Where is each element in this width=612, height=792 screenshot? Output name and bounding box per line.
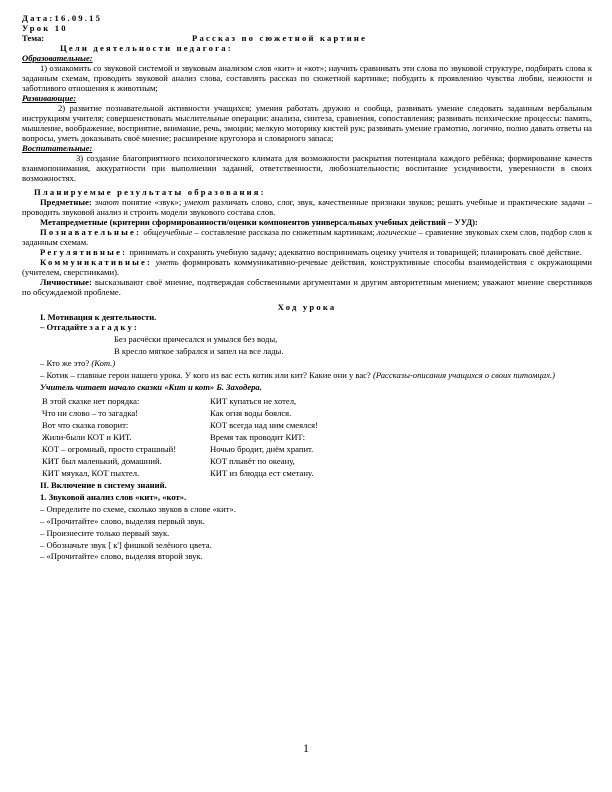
task-first-sound: – «Прочитайте» слово, выделяя первый звук.: [40, 515, 205, 526]
poem-line: Как огня воды боялся.: [210, 407, 292, 418]
section-motivation: I. Мотивация к деятельности.: [40, 312, 157, 323]
teacher-reads-note: Учитель читает начало сказки «Кит и кот» Б. Заходера.: [40, 381, 262, 392]
communicative-label: Коммуникативные:: [40, 257, 153, 268]
dev-goals-label: Развивающие:: [22, 92, 77, 103]
lesson-date: Дата:16.09.15: [22, 13, 103, 23]
poem-line: КОТ плывёт по океану,: [210, 455, 295, 466]
upbringing-goals-label: Воспитательные:: [22, 142, 93, 153]
poem-line: Ночью бродит, днём храпит.: [210, 443, 314, 454]
poem-line: КОТ – огромный, просто страшный!: [42, 443, 177, 454]
lesson-number: Урок 10: [22, 22, 68, 33]
poem-line: Что ни слово – то загадка!: [42, 407, 139, 418]
riddle-intro: – Отгадайте з а г а д к у :: [40, 322, 137, 333]
topic-title: Рассказ по сюжетной картине: [192, 32, 368, 43]
meta-results-label: Метапредметные (критерии сформированности/оценки компонентов универсальных учебных действий – УУД):: [40, 217, 478, 228]
riddle-line-2: В кресло мягкое забрался и запел на все лады.: [114, 346, 284, 356]
goals-heading: Цели деятельности педагога:: [60, 42, 233, 53]
poem-line: Время так проводит КИТ:: [210, 431, 306, 442]
question-pets: – Котик – главные герои нашего урока. У кого из вас есть котик или кит? Какие они у вас? (Рассказы-описания учащихся о своих питомцах.): [40, 369, 556, 380]
personal-results: Личностные: высказывают своё мнение, подтверждая собственными аргументами и другим авторитетным мнением; уважают мнение сверстников по обсуждаемой проблеме.: [22, 277, 593, 298]
cognitive-results: Познавательные: общеучебные – составление рассказа по сюжетным картинкам; логические – сравнение звуковых схем слов, подбор слов к заданным схемам.: [22, 227, 593, 248]
cognitive-label: Познавательные:: [40, 227, 142, 238]
poem-table: [42, 395, 592, 479]
poem-line: В этой сказке нет порядка:: [42, 395, 140, 406]
communicative-results: Коммуникативные: уметь формировать коммуникативно-речевые действия, конструктивные способы взаимодействия с окружающими (учителем, сверстниками).: [22, 257, 592, 278]
task-sound-analysis: 1. Звуковой анализ слов «кит», «кот».: [40, 491, 187, 502]
personal-label: Личностные:: [40, 277, 92, 288]
poem-line: Жили-были КОТ и КИТ.: [42, 431, 132, 442]
poem-line: Вот что сказка говорит:: [42, 419, 129, 430]
question-who: – Кто же это? (Кот.): [40, 357, 116, 368]
subject-results: Предметные: знают понятие «звук»; умеют различать слово, слог, звук, качественные признаки звуков; решать учебные и практические задачи – проводить звуковой анализ и строить модели звукового состава слов.: [22, 197, 592, 218]
subject-label: Предметные:: [40, 197, 92, 208]
task-count-sounds: – Определите по схеме, сколько звуков в слове «кит».: [40, 503, 236, 514]
regulative-results: Регулятивные: принимать и сохранять учебную задачу; адекватно воспринимать оценку учителя и товарищей; планировать своё действие.: [40, 247, 582, 258]
topic-label: Тема:: [22, 32, 45, 43]
document-page: [22, 14, 592, 562]
riddle-line-1: Без расчёски причесался и умылся без воды,: [114, 334, 278, 345]
task-pronounce-first: – Произнесите только первый звук.: [40, 527, 170, 538]
poem-line: КОТ всегда над ним смеялся!: [210, 419, 318, 430]
poem-line: КИТ мяукал, КОТ пыхтел.: [42, 467, 140, 478]
course-heading: Ход урока: [277, 302, 337, 313]
upbringing-goals-text: 3) создание благоприятного психологического климата для возможности раскрытия потенциала каждого ребёнка; формирование качеств взаимопонимания, аккуратности при выполнении заданий, ответственности, любознательности; воспитание усидчивости, уверенности в своих возможностях.: [22, 152, 592, 183]
edu-goals-label: Образовательные:: [22, 52, 93, 63]
regulative-label: Регулятивные:: [40, 247, 128, 258]
poem-line: КИТ купаться не хотел,: [210, 395, 297, 406]
poem-line: КИТ из блюдца ест сметану.: [210, 467, 314, 478]
poem-line: КИТ был маленький, домашний.: [42, 455, 162, 466]
task-second-sound: – «Прочитайте» слово, выделяя второй звук.: [40, 551, 203, 562]
section-knowledge: II. Включение в систему знаний.: [40, 479, 167, 490]
task-mark-sound: – Обозначьте звук [ к'] фишкой зелёного цвета.: [40, 539, 212, 550]
edu-goals-text: 1) ознакомить со звуковой системой и звуковым анализом слов «кит» и «кот»; научить сравнивать эти слова по звуковой структуре, подбирать слова к заданным схемам, проводить звуковой анализ слова, составлять рассказ по сюжетной картинке; побудить к проявлению чувства любви, нежности и заботливого отношения к животным;: [22, 62, 592, 93]
page-number: 1: [303, 741, 309, 755]
results-heading: Планируемые результаты образования:: [34, 187, 266, 198]
dev-goals-text: 2) развитие познавательной активности учащихся; умения работать дружно и сообща, развивать умение следовать заданным вербальным инструкциям учителя; совершенствовать мыслительные операции: анализа, синтеза, сравнения, сопоставления; развивать психические процессы: память, мышление, воображение, восприятие, внимание, речь, эмоции; мелкую моторику кистей рук; развивать умение грамотно, логично, полно давать ответы на вопросы, уметь доказывать своё мнение; расширение кругозора и словарного запаса;: [22, 102, 592, 143]
